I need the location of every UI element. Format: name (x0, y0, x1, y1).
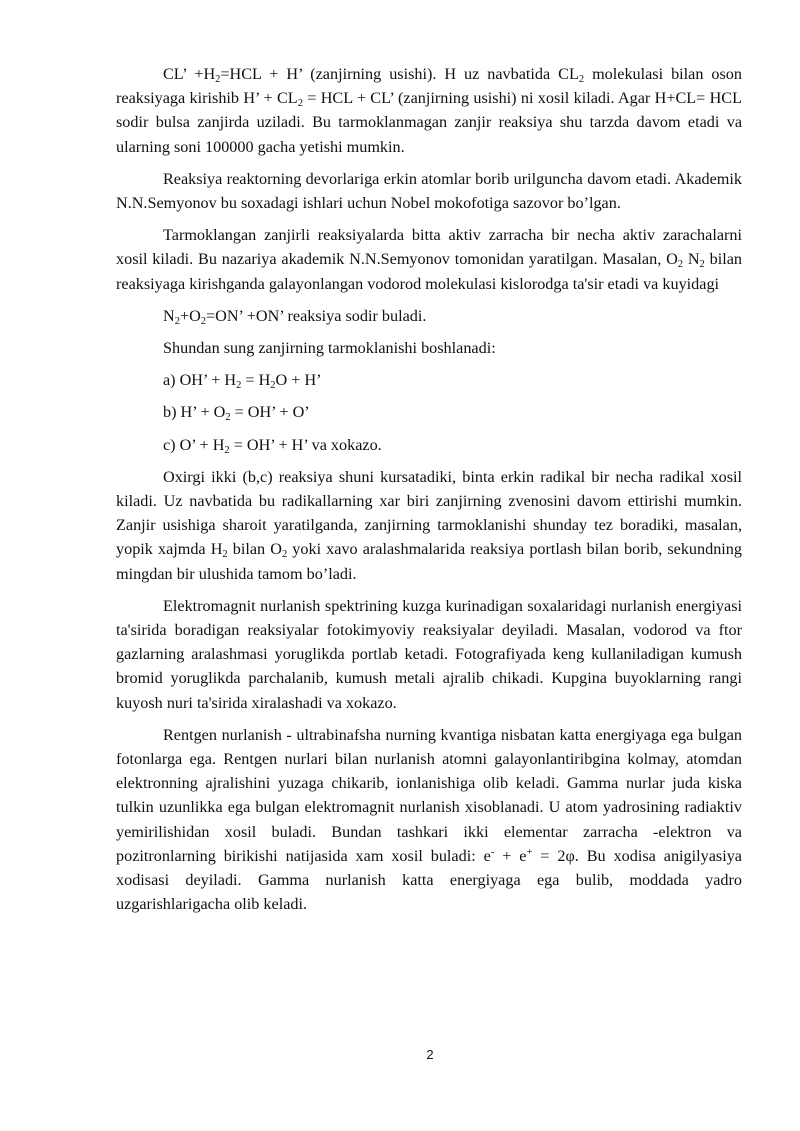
paragraph-radical-branching: Oxirgi ikki (b,c) reaksiya shuni kursatadiki, binta erkin radikal bir necha radikal xosil kiladi. Uz navbatida bu radikallarning xar biri zanjirning zvenosini davom ettirishi mumkin. Zanjir usishiga sharoit yaratilganda, zanjirning tarmoklanishi shunday tez boradiki, masalan, yopik xajmda $H_2$ bilan $O_2$ yoki xavo aralashmalarida reaksiya portlash bilan borib, sekundning mingdan bir ulushida tamom bo’ladi. (116, 467, 742, 583)
paragraph-reactor-walls: Reaksiya reaktorning devorlariga erkin atomlar borib urilguncha davom etadi. Akademik N.N.Semyonov bu soxadagi ishlari uchun Nobel mokofotiga sazovor bo’lgan. (116, 169, 742, 213)
line-branching-start: Shundan sung zanjirning tarmoklanishi boshlanadi: (163, 339, 496, 358)
equation-a: a) OH’ + $H_2 = H_2O + H$’ (163, 371, 322, 392)
paragraph-xray-gamma: Rentgen nurlanish - ultrabinafsha nurning kvantiga nisbatan katta energiyaga ega bulgan fotonlarga ega. Rentgen nurlari bilan nurlanish atomni galayonlantiribgina kolmay, atomdan elektronning ajralishini yuzaga chikarib, ionlanishiga olib keladi. Gamma nurlar juda kiska tulkin uzunlikka ega bulgan elektromagnit nurlanish xisoblanadi. U atom yadrosining radiaktiv yemirilishidan xosil buladi. Bundan tashkari ikki elementar zarracha -elektron va pozitronlarning birikishi natijasida xam xosil buladi: e- + e+ = 2φ. Bu xodisa anigilyasiya xodisasi deyiladi. Gamma nurlanish katta energiyaga ega bulib, moddada yadro uzgarishlarigacha olib keladi. (116, 725, 742, 914)
equation-c: c) O’ + $H_2$ = OH’ + H’ va xokazo. (163, 435, 382, 456)
equation-n2-o2: $N_2+O_2=ON$’ +ON’ reaksiya sodir buladi. (163, 306, 427, 327)
equation-b: b) H’ + $O_2$ = OH’ + O’ (163, 403, 310, 424)
paragraph-chain-propagation: CL’ $+H_2=HCL + H$’ (zanjirning usishi). H uz navbatida $CL_2$ molekulasi bilan oson reaksiyaga kirishib H’ + $CL_2$ = HCL + CL’ (zanjirning usishi) ni xosil kiladi. Agar H+CL= HCL sodir bulsa zanjirda uziladi. Bu tarmoklanmagan zanjir reaksiya shu tarzda davom etadi va ularning soni 100000 gacha yetishi mumkin. (116, 65, 742, 156)
page-number: 2 (426, 1047, 434, 1062)
page-body (116, 62, 742, 925)
paragraph-branched-chain: Tarmoklangan zanjirli reaksiyalarda bitta aktiv zarracha bir necha aktiv zarachalarni xosil kiladi. Bu nazariya akademik N.N.Semyonov tomonidan yaratilgan. Masalan, $O_2$ $N_2$ bilan reaksiyaga kirishganda galayonlangan vodorod molekulasi kislorodga ta'sir etadi va kuyidagi (116, 226, 742, 293)
paragraph-photochemical: Elektromagnit nurlanish spektrining kuzga kurinadigan soxalaridagi nurlanish energiyasi ta'sirida boradigan reaksiyalar fotokimyoviy reaksiyalar deyiladi. Masalan, vodorod va ftor gazlarning aralashmasi yoruglikda portlab ketadi. Fotografiyada keng kullaniladigan kumush bromid yoruglikda parchalanib, kumush metali ajralib chikadi. Kupgina buyoklarning rangi kuyosh nuri ta'sirida xiralashadi va xokazo. (116, 596, 742, 712)
